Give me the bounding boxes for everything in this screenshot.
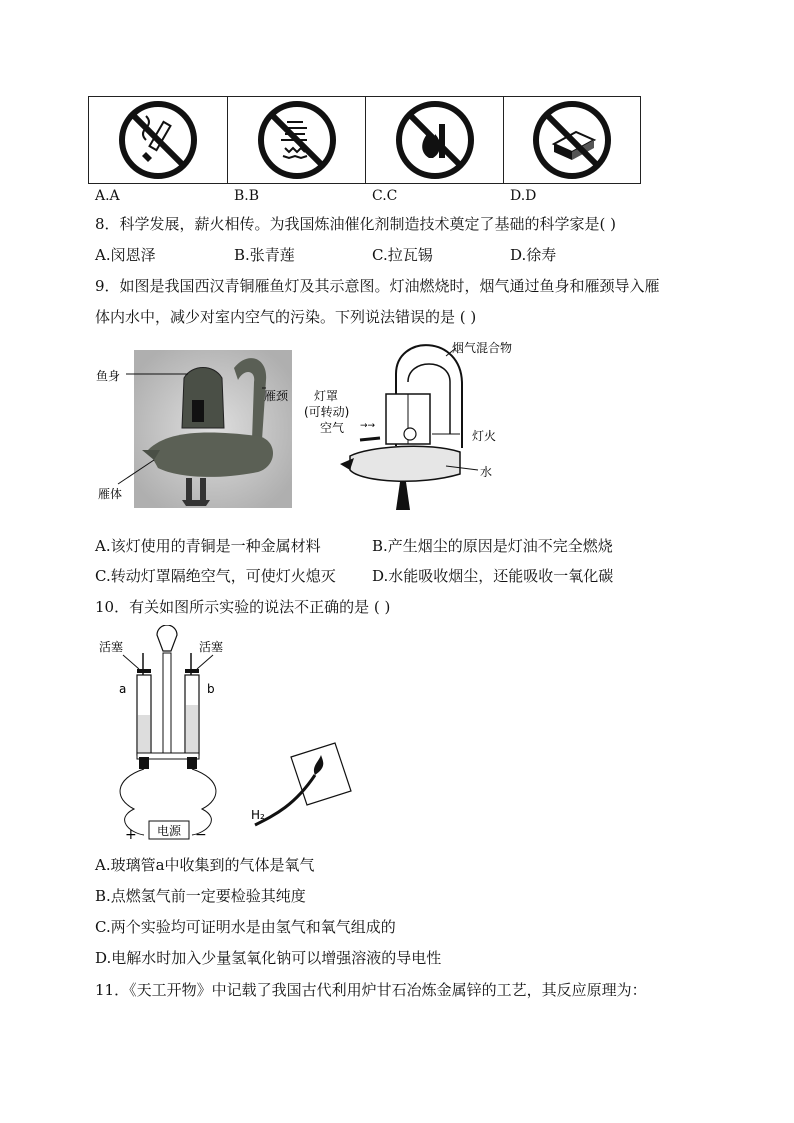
q9-option-a: A.该灯使用的青铜是一种金属材料 xyxy=(95,537,321,555)
q10-option-b: B.点燃氢气前一定要检验其纯度 xyxy=(95,887,306,905)
q9-option-d: D.水能吸收烟尘，还能吸收一氧化碳 xyxy=(372,567,614,585)
label-smoke-mixture: 烟气混合物 xyxy=(452,341,513,355)
sign-table xyxy=(0,0,794,204)
q8-option-c: C.拉瓦锡 xyxy=(372,246,433,264)
label-goose-body: 雁体 xyxy=(98,487,123,501)
no-explosives-icon xyxy=(532,100,612,180)
no-open-flame-icon xyxy=(395,100,475,180)
label-power: 电源 xyxy=(157,824,182,838)
label-goose-neck: 雁颈 xyxy=(264,389,289,403)
q10-option-a: A.玻璃管a中收集到的气体是氧气 xyxy=(95,856,315,874)
label-tube-a: a xyxy=(119,682,127,696)
lamp-schematic-diagram xyxy=(300,336,530,526)
bronze-lamp-photo xyxy=(88,338,300,510)
sign-cell-b xyxy=(227,96,366,184)
label-tube-b: b xyxy=(207,682,215,696)
q10-option-d: D.电解水时加入少量氢氧化钠可以增强溶液的导电性 xyxy=(95,949,442,967)
q10-option-c: C.两个实验均可证明水是由氢气和氧气组成的 xyxy=(95,918,396,936)
q9-option-c: C.转动灯罩隔绝空气，可使灯火熄灭 xyxy=(95,567,336,585)
sign-cell-d xyxy=(503,96,641,184)
question-11-stem: 11．《天工开物》中记载了我国古代利用炉甘石冶炼金属锌的工艺，其反应原理为： xyxy=(95,981,647,999)
label-lamp-cover: 灯罩 xyxy=(314,389,339,403)
q9-option-b: B.产生烟尘的原因是灯油不完全燃烧 xyxy=(372,537,613,555)
sign-option-a: A.A xyxy=(95,188,120,204)
question-8-stem: 8．科学发展，薪火相传。为我国炼油催化剂制造技术奠定了基础的科学家是( ) xyxy=(95,215,617,233)
label-rotatable: (可转动) xyxy=(304,405,350,419)
label-flame: 灯火 xyxy=(472,429,497,443)
question-9-stem-line2: 体内水中，减少对室内空气的污染。下列说法错误的是 ( ) xyxy=(95,308,477,326)
label-minus: − xyxy=(195,827,207,843)
question-10-stem: 10．有关如图所示实验的说法不正确的是 ( ) xyxy=(95,598,391,616)
sign-cell-a xyxy=(88,96,228,184)
sign-option-d: D.D xyxy=(510,188,537,204)
label-water: 水 xyxy=(480,465,493,479)
label-plus: + xyxy=(125,827,137,843)
sign-cell-c xyxy=(365,96,504,184)
label-air: 空气 xyxy=(320,421,345,435)
label-stopcock-right: 活塞 xyxy=(199,640,224,654)
electrolysis-diagram xyxy=(95,625,375,845)
q8-option-d: D.徐寿 xyxy=(510,246,557,264)
label-fish-body: 鱼身 xyxy=(96,369,121,383)
sign-option-b: B.B xyxy=(234,188,260,204)
question-9-stem-line1: 9．如图是我国西汉青铜雁鱼灯及其示意图。灯油燃烧时，烟气通过鱼身和雁颈导入雁 xyxy=(95,277,660,295)
sign-option-c: C.C xyxy=(372,188,398,204)
label-h2: H₂ xyxy=(251,808,265,822)
q8-option-a: A.闵恩泽 xyxy=(95,246,156,264)
q8-option-b: B.张青莲 xyxy=(234,246,295,264)
svg-text:→→: →→ xyxy=(360,421,376,431)
no-fireworks-icon xyxy=(257,100,337,180)
label-stopcock-left: 活塞 xyxy=(99,640,124,654)
no-smoking-icon xyxy=(118,100,198,180)
